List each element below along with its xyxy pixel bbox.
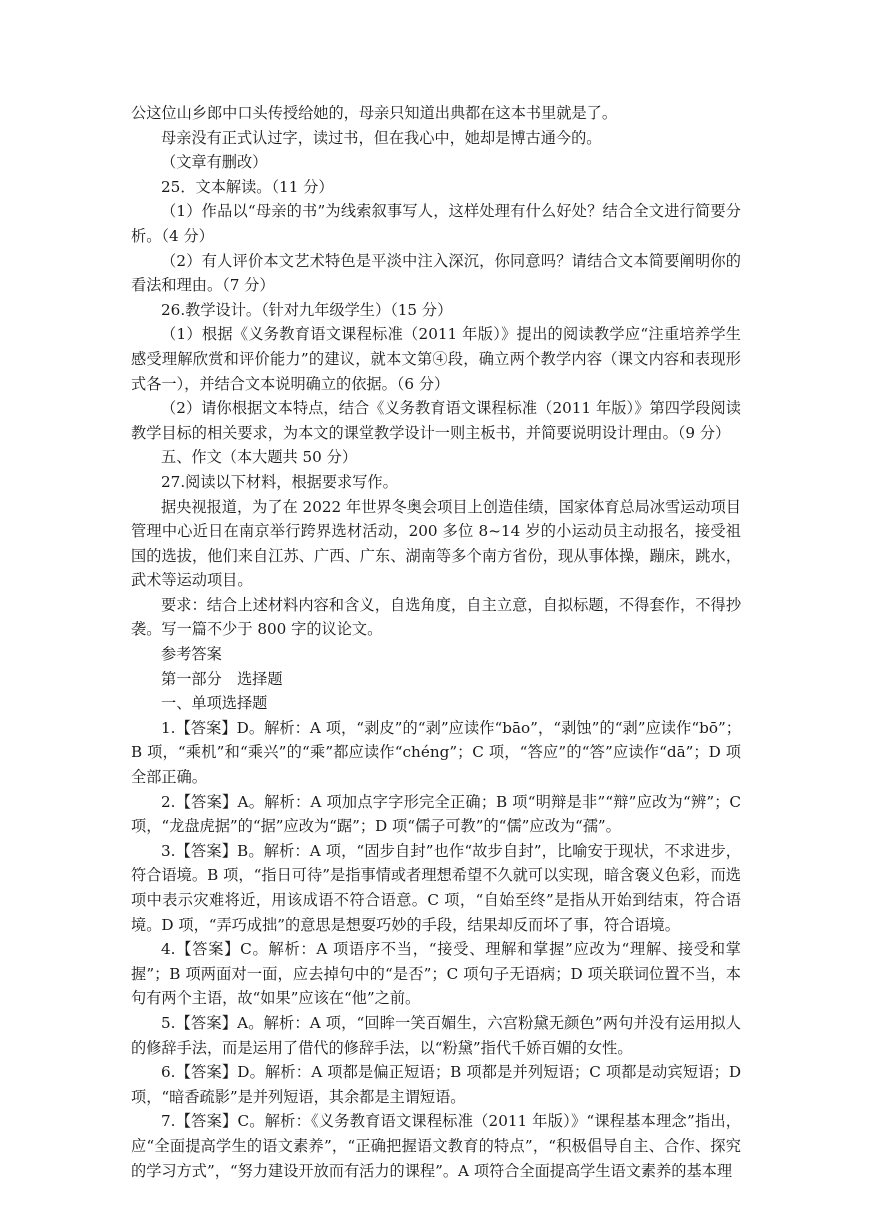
paragraph-source-note: （文章有删改） <box>161 153 268 172</box>
question-27-heading: 27.阅读以下材料，根据要求写作。 <box>161 472 398 491</box>
question-26-part-1: （1）根据《义务教育语文课程标准（2011 年版）》提出的阅读教学应“注重培养学生感受理解欣赏和评价能力”的建议，就本文第④段，确立两个教学内容（课文内容和表现形式各一），并结合文本说明确立的依据。（6 分） <box>131 325 741 393</box>
answer-4: 4.【答案】C。解析：A 项语序不当，“接受、理解和掌握”应改为“理解、接受和掌握”；B 项两面对一面，应去掉句中的“是否”；C 项句子无语病；D 项关联词位置不当，本句有两个主语，故“如果”应该在“他”之前。 <box>131 940 741 1008</box>
paragraph-story-conclusion: 母亲没有正式认过字，读过书，但在我心中，她却是博古通今的。 <box>161 128 602 147</box>
document-page <box>131 101 741 1183</box>
question-26-heading: 26.教学设计。（针对九年级学生）（15 分） <box>161 300 453 319</box>
answer-7: 7.【答案】C。解析：《义务教育语文课程标准（2011 年版）》“课程基本理念”指出，应“全面提高学生的语文素养”，“正确把握语文教育的特点”，“积极倡导自主、合作、探究的学习方式”，“努力建设开放而有活力的课程”。A 项符合全面提高学生语文素养的基本理 <box>131 1112 741 1180</box>
question-25-heading: 25．文本解读。（11 分） <box>161 177 334 196</box>
question-26-part-2: （2）请你根据文本特点，结合《义务教育语文课程标准（2011 年版）》第四学段阅读教学目标的相关要求，为本文的课堂教学设计一则主板书，并简要说明设计理由。（9 分） <box>131 399 741 442</box>
answer-1: 1.【答案】D。解析：A 项，“剥皮”的“剥”应读作“bāo”，“剥蚀”的“剥”应读作“bō”；B 项，“乘机”和“乘兴”的“乘”都应读作“chéng”；C 项，“答应”的“答”应读作“dā”；D 项全部正确。 <box>131 718 741 787</box>
answer-3: 3.【答案】B。解析：A 项，“固步自封”也作“故步自封”，比喻安于现状，不求进步，符合语境。B 项，“指日可待”是指事情或者理想希望不久就可以实现，暗含褒义色彩，而选项中表示灾难将近，用该成语不符合语意。C 项，“自始至终”是指从开始到结束，符合语境。D 项，“弄巧成拙”的意思是想耍巧妙的手段，结果却反而坏了事，符合语境。 <box>131 841 741 934</box>
question-27-requirements: 要求：结合上述材料内容和含义，自选角度，自主立意，自拟标题，不得套作，不得抄袭。写一篇不少于 800 字的议论文。 <box>131 595 741 639</box>
paragraph-story-end: 公这位山乡郎中口头传授给她的，母亲只知道出典都在这本书里就是了。 <box>131 104 617 122</box>
single-choice-heading: 一、单项选择题 <box>161 694 268 713</box>
part-1-heading: 第一部分 选择题 <box>161 669 283 688</box>
answers-heading: 参考答案 <box>161 645 222 664</box>
answer-6: 6.【答案】D。解析：A 项都是偏正短语；B 项都是并列短语；C 项都是动宾短语；D 项，“暗香疏影”是并列短语，其余都是主谓短语。 <box>131 1063 741 1106</box>
question-25-part-1: （1）作品以“母亲的书”为线索叙事写人，这样处理有什么好处？结合全文进行简要分析。（4 分） <box>131 202 741 245</box>
question-27-material: 据央视报道，为了在 2022 年世界冬奥会项目上创造佳绩，国家体育总局冰雪运动项目管理中心近日在南京举行跨界选材活动，200 多位 8~14 岁的小运动员主动报名，接受祖国的选拔，他们来自江苏、广西、广东、湖南等多个南方省份，现从事体操，蹦床，跳水，武术等运动项目。 <box>131 497 741 590</box>
answer-5: 5.【答案】A。解析：A 项，“回眸一笑百媚生，六宫粉黛无颜色”两句并没有运用拟人的修辞手法，而是运用了借代的修辞手法，以“粉黛”指代千娇百媚的女性。 <box>131 1013 741 1057</box>
section-5-heading: 五、作文（本大题共 50 分） <box>161 448 358 467</box>
answer-2: 2.【答案】A。解析：A 项加点字字形完全正确；B 项“明辩是非”“辩”应改为“辨”；C 项，“龙盘虎据”的“据”应改为“踞”；D 项“儒子可教”的“儒”应改为“孺”。 <box>131 792 741 836</box>
question-25-part-2: （2）有人评价本文艺术特色是平淡中注入深沉，你同意吗？请结合文本简要阐明你的看法和理由。（7 分） <box>131 251 741 295</box>
